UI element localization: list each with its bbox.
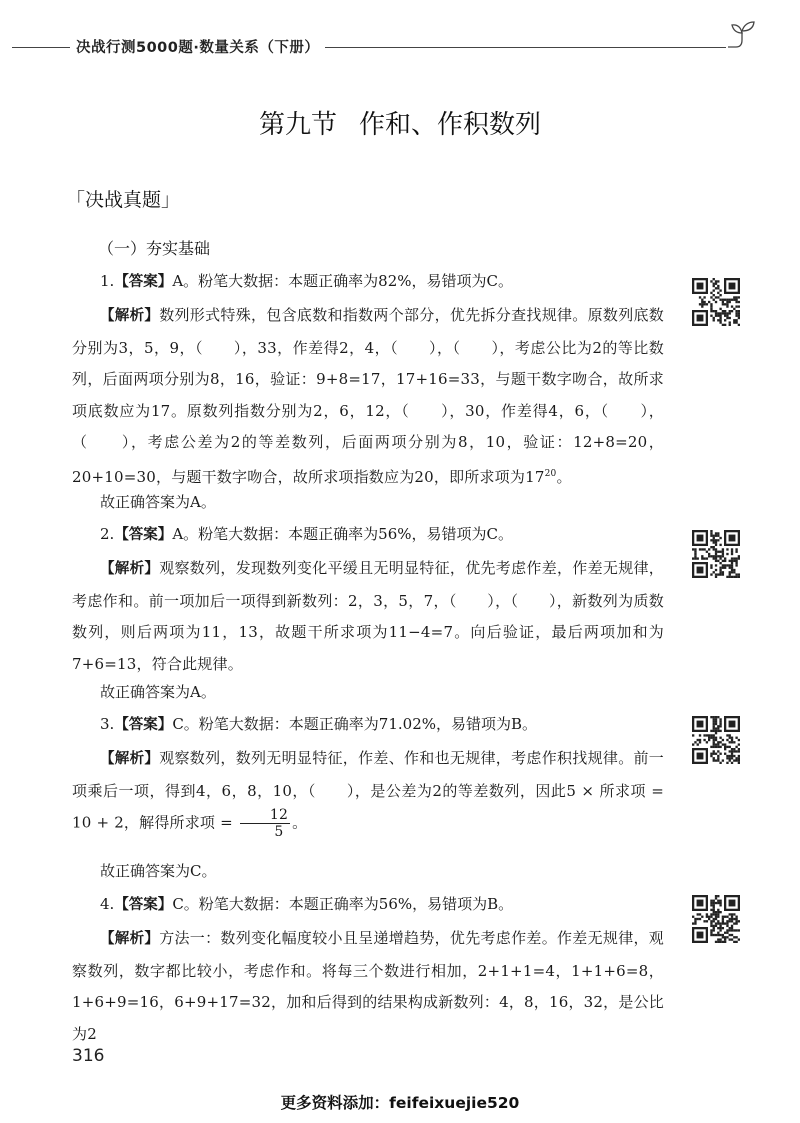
q4-number: 4. xyxy=(100,895,115,913)
header-rule-right xyxy=(300,47,726,48)
q2-conclusion: 故正确答案为A。 xyxy=(100,683,216,701)
q1-answer: A。粉笔大数据：本题正确率为82%，易错项为C。 xyxy=(172,272,513,290)
q2-answer: A。粉笔大数据：本题正确率为56%，易错项为C。 xyxy=(172,525,513,543)
section-title xyxy=(0,104,800,141)
qr-code-icon[interactable] xyxy=(692,278,740,326)
q4-analysis-text: 方法一：数列变化幅度较小且呈递增趋势，优先考虑作差。作差无规律，观察数列，数字都比较小，考虑作和。将每三个数进行相加，2+1+1=4，1+1+6=8，1+6+9=16，6+9+17=32，加和后得到的结果构成新数列：4，8，16，32，是公比为2 xyxy=(72,929,664,1043)
q2-analysis-text: 观察数列，发现数列变化平缓且无明显特征，优先考虑作差，作差无规律，考虑作和。前一项加后一项得到新数列：2，3，5，7，（ ），（ ），新数列为质数数列，则后两项为11，13，故题干所求项为11−4=7。向后验证，最后两项加和为7+6=13，符合此规律。 xyxy=(72,559,664,673)
qr-code-icon[interactable] xyxy=(692,716,740,764)
q3-fraction xyxy=(240,807,290,840)
analysis-tag: 【解析】 xyxy=(100,561,160,577)
q2-number: 2. xyxy=(100,525,115,543)
section-number: 第九节 xyxy=(258,110,337,140)
q3-answer: C。粉笔大数据：本题正确率为71.02%，易错项为B。 xyxy=(172,715,538,733)
real-exam-heading: 「决战真题」 xyxy=(66,189,181,211)
q3-number: 3. xyxy=(100,715,115,733)
q1-conclusion: 故正确答案为A。 xyxy=(100,493,216,511)
sprout-icon xyxy=(724,18,760,52)
q3-answer-line xyxy=(100,713,537,734)
q1-analysis xyxy=(72,300,664,493)
answer-tag: 【答案】 xyxy=(114,897,173,913)
header-rule-left xyxy=(12,47,76,48)
running-header-title: 决战行测5000题·数量关系（下册） xyxy=(70,36,325,57)
q1-exponent: 20 xyxy=(544,468,557,479)
qr-code-icon[interactable] xyxy=(692,895,740,943)
answer-tag: 【答案】 xyxy=(114,717,173,733)
q3-analysis-text: 观察数列，数列无明显特征，作差、作和也无规律，考虑作积找规律。前一项乘后一项，得到4，6，8，10，（ ），是公差为2的等差数列，因此5 × 所求项 = 10 + 2，解得所求项 = xyxy=(72,749,664,832)
q2-answer-line xyxy=(100,523,513,544)
fraction-denominator: 5 xyxy=(274,824,284,840)
fraction-numerator: 12 xyxy=(240,807,290,824)
q3-analysis-end: 。 xyxy=(292,813,308,832)
analysis-tag: 【解析】 xyxy=(100,931,160,947)
analysis-tag: 【解析】 xyxy=(100,751,160,767)
q4-answer-line xyxy=(100,893,513,914)
page-number: 316 xyxy=(72,1046,105,1066)
q1-number: 1. xyxy=(100,272,115,290)
q4-answer: C。粉笔大数据：本题正确率为56%，易错项为B。 xyxy=(172,895,514,913)
answer-tag: 【答案】 xyxy=(114,527,173,543)
qr-code-icon[interactable] xyxy=(692,530,740,578)
footer-note: 更多资料添加：feifeixuejie520 xyxy=(280,1094,520,1112)
answer-tag: 【答案】 xyxy=(114,274,173,290)
q1-analysis-text: 数列形式特殊，包含底数和指数两个部分，优先拆分查找规律。原数列底数分别为3，5，9，（ ），33，作差得2，4，（ ），（ ），考虑公比为2的等比数列，后面两项分别为8，16，验证：9+8=17，17+16=33，与题干数字吻合，故所求项底数应为17。原数列指数分别为2，6，12，（ ），30，作差得4，6，（ ），（ ），考虑公差为2的等差数列，后面两项分别为8，10，验证：12+8=20，20+10=30，与题干数字吻合，故所求项指数应为20，即所求项为17 xyxy=(72,306,664,486)
q3-analysis xyxy=(72,743,664,840)
q1-analysis-end: 。 xyxy=(556,467,572,486)
q4-analysis xyxy=(72,923,664,1050)
q3-conclusion: 故正确答案为C。 xyxy=(100,862,217,880)
section-name: 作和、作积数列 xyxy=(359,110,542,140)
analysis-tag: 【解析】 xyxy=(100,308,160,324)
subsection-heading: （一）夯实基础 xyxy=(98,239,211,258)
q1-answer-line xyxy=(100,270,513,291)
q2-analysis xyxy=(72,553,664,680)
